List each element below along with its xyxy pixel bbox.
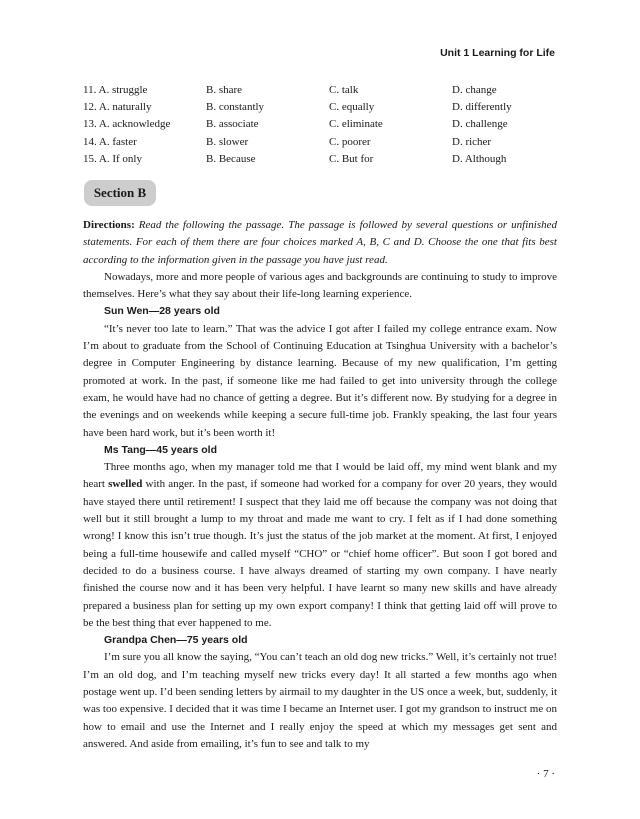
option-row [83,151,563,168]
running-header: Unit 1 Learning for Life [440,47,555,59]
option-b: B. associate [206,118,259,131]
paragraph-text: with anger. In the past, if someone had worked for a company for over 20 years, they would have stayed there until retirement! I suspect that they laid me off because the company was not doing that well but it still brought a lump to my throat and made me want to cry. I felt as if I had done something wrong! I know this isn’t true though. It’s just the status of the job market at the moment. At first, I enjoyed being a full-time housewife and called myself “CHO” or “chief home officer”. But soon I got bored and decided to do a business course. I have always dreamed of starting my own company. I have nearly finished the course now and it has been very helpful. I have learnt so many new skills and have already prepared a business plan for setting up my own export company! I think that getting laid off will prove to be the best thing that ever happened to me. [83,478,557,629]
option-b: B. constantly [206,101,265,114]
option-row [83,99,563,116]
speaker-paragraph: “It’s never too late to learn.” That was the advice I got after I failed my college entrance exam. Now I’m about to graduate from the School of Continuing Education at Tsinghua University with a bachelor’s degree in Computer Engineering by distance learning. Because of my new qualification, I’m getting promoted at work. In the past, if someone like me had failed to get into university through the college exam, he would have had no chance of getting a degree. But it’s different now. By studying for a degree in the evenings and on weekends while keeping a secure full-time job. Frankly speaking, the last four years have been hard work, but it’s been worth it! [83,322,557,439]
page-number: · 7 · [536,768,555,780]
option-b: B. share [206,84,243,96]
paragraph-text: Three months ago, when my manager told me that I would be laid off, my mind went blank and my heart [83,461,557,491]
section-heading: Section B [84,180,156,206]
speaker-heading: Sun Wen—28 years old [104,305,220,318]
option-a-text: A. struggle [98,84,148,96]
reading-passage [83,217,557,753]
option-c: C. eliminate [329,118,383,131]
intro-paragraph: Nowadays, more and more people of various ages and backgrounds are continuing to study to improve themselves. Here’s what they say about their life-long learning experience. [83,270,557,301]
option-a-text: A. If only [98,152,142,165]
option-d: D. Although [452,152,507,165]
option-d: D. change [452,84,497,96]
directions [83,217,557,269]
speaker-paragraph: I’m sure you all know the saying, “You can’t teach an old dog new tricks.” Well, it’s certainly not true! I’m an old dog, and I’m teaching myself new tricks every day! It all started a few months ago when postage went up. I’d been sending letters by airmail to my daughter in the US once a week, but, suddenly, it was too expensive. I decided that it was time I became an Internet user. I got my grandson to instruct me on how to email and use the Internet and I really enjoy the speed at which my messages get sent and answered. And aside from emailing, it’s fun to see and talk to my [83,651,558,750]
option-c: C. But for [329,152,374,165]
option-d: D. challenge [452,118,508,131]
option-c: C. talk [329,84,359,96]
answer-options-table [83,82,563,168]
option-d: D. richer [452,135,492,148]
option-a [83,134,206,151]
option-a [83,116,206,133]
directions-label: Directions: [83,219,135,231]
option-a [83,82,206,99]
question-number: 11. [83,84,97,96]
question-number: 13. [83,118,97,131]
option-b: B. Because [206,152,256,165]
speaker-heading: Grandpa Chen—75 years old [104,634,248,647]
speaker-heading: Ms Tang—45 years old [104,443,218,456]
highlighted-word: swelled [108,478,143,491]
question-number: 15. [83,152,97,165]
option-a [83,99,206,116]
option-row [83,82,563,99]
option-d: D. differently [452,101,512,114]
option-row [83,134,563,151]
option-a-text: A. acknowledge [98,118,171,131]
option-a-text: A. faster [98,135,137,148]
option-row [83,116,563,133]
directions-text: Read the following the passage. The passage is followed by several questions or unfinished statements. For each of them there are four choices marked A, B, C and D. Choose the one that fits best according to the information given in the passage you have just read. [83,219,557,266]
option-b: B. slower [206,135,249,148]
question-number: 14. [83,135,97,148]
option-a [83,151,206,168]
option-c: C. poorer [329,135,371,148]
option-a-text: A. naturally [98,101,152,114]
speaker-paragraph [83,459,557,632]
option-c: C. equally [329,101,375,114]
question-number: 12. [83,101,97,114]
